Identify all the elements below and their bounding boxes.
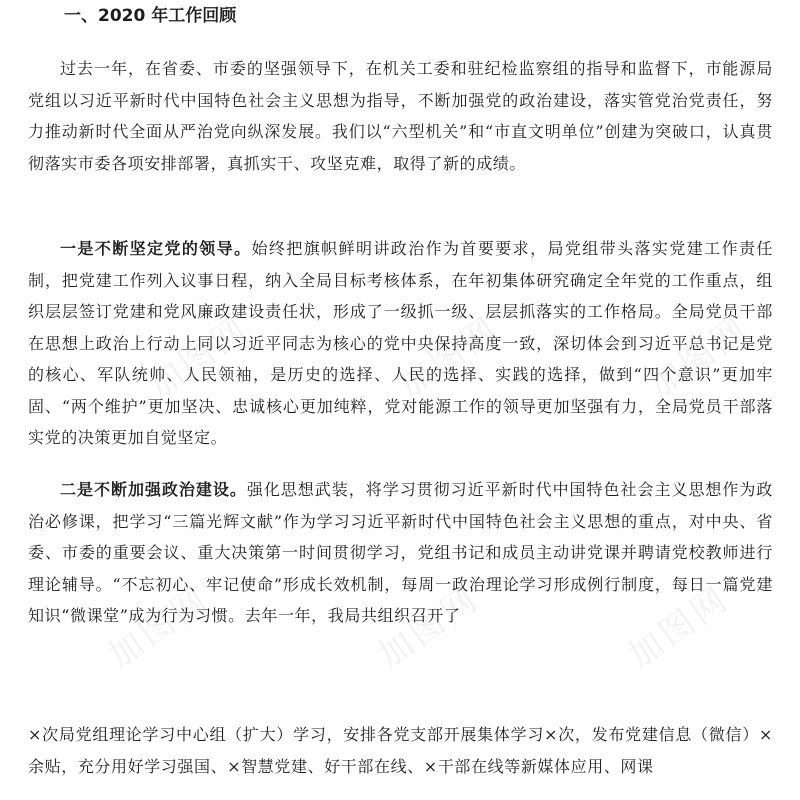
paragraph-party-leadership (28, 233, 773, 454)
paragraph-lead: 一是不断坚定党的领导。 (60, 239, 252, 258)
watermark: 加图网 (100, 578, 218, 677)
section-heading: 一、2020 年工作回顾 (64, 6, 237, 26)
paragraph-review (28, 53, 773, 179)
paragraph-political-building (28, 474, 773, 632)
watermark: 加图网 (390, 308, 508, 407)
watermark: 加图网 (370, 578, 488, 677)
paragraph-text: 强化思想武装，将学习贯彻习近平新时代中国特色社会主义思想作为政治必修课，把学习“三篇光辉文献”作为学习习近平新时代中国特色社会主义思想的重点，对中央、省委、市委的重要会议、重大决策第一时间贯彻学习，党组书记和成员主动讲党课并聘请党校教师进行理论辅导。“不忘初心、牢记使命”形成长效机制，每周一政治理论学习形成例行制度，每日一篇党建知识“微课堂”成为行为习惯。去年一年，我局共组织召开了 (28, 480, 773, 625)
watermark: 加图网 (640, 308, 758, 407)
paragraph-text: 始终把旗帜鲜明讲政治作为首要要求，局党组带头落实党建工作责任制，把党建工作列入议事日程，纳入全局目标考核体系，在年初集体研究确定全年党的工作重点，组织层层签订党建和党风廉政建设责任状，形成了一级抓一级、层层抓落实的工作格局。全局党员干部在思想上政治上行动上同以习近平同志为核心的党中央保持高度一致，深切体会到习近平总书记是党的核心、军队统帅、人民领袖，是历史的选择、人民的选择、实践的选择，做到“四个意识”更加牢固、“两个维护”更加坚决、忠诚核心更加纯粹，党对能源工作的领导更加坚强有力，全局党员干部落实党的决策更加自觉坚定。 (28, 239, 773, 447)
watermark: 加图网 (620, 578, 738, 677)
paragraph-text: ×次局党组理论学习中心组（扩大）学习，安排各党支部开展集体学习×次，发布党建信息（微信）×余贴，充分用好学习强国、×智慧党建、好干部在线、×干部在线等新媒体应用、网课 (28, 725, 773, 776)
paragraph-text: 过去一年，在省委、市委的坚强领导下，在机关工委和驻纪检监察组的指导和监督下，市能源局党组以习近平新时代中国特色社会主义思想为指导，不断加强党的政治建设，落实管党治党责任，努力推动新时代全面从严治党向纵深发展。我们以“六型机关”和“市直文明单位”创建为突破口，认真贯彻落实市委各项安排部署，真抓实干、攻坚克难，取得了新的成绩。 (28, 59, 773, 173)
watermark: 加图网 (140, 308, 258, 407)
paragraph-lead: 二是不断加强政治建设。 (60, 480, 247, 499)
paragraph-continued (28, 719, 773, 782)
